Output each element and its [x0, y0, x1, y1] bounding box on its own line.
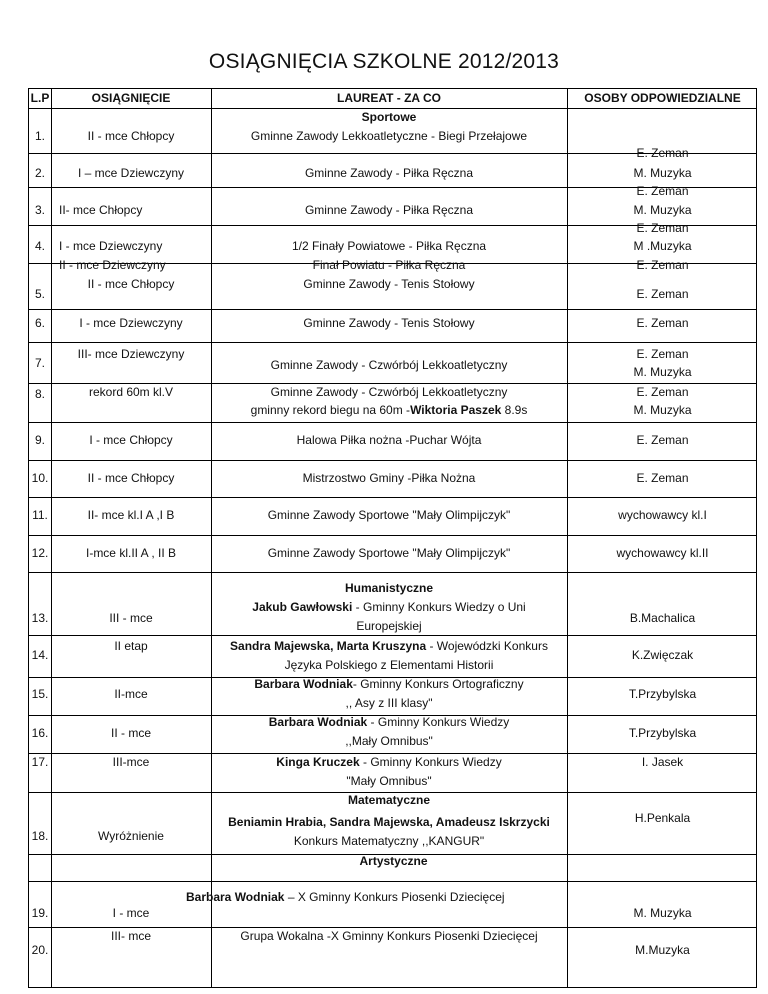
row-6-osoby: E. Zeman [636, 316, 689, 330]
row-divider [29, 881, 756, 882]
row-9-osiagniecie: I - mce Chłopcy [89, 433, 173, 447]
row-3-laureat: Gminne Zawody - Piłka Ręczna [304, 203, 474, 217]
row-11-osiagniecie: II- mce kl.I A ,I B [87, 508, 175, 522]
row-15-laureat-desc: - Gminny Konkurs Ortograficzny [352, 677, 524, 691]
row-7-laureat: Gminne Zawody - Czwórbój Lekkoatletyczny [270, 358, 508, 372]
row-19-osiagniecie: I - mce [112, 906, 150, 920]
row-14-laureat-name: Sandra Majewska, Marta Kruszyna [230, 639, 427, 653]
row-20-osiagniecie: III- mce [110, 929, 151, 943]
row-9-osoby: E. Zeman [636, 433, 689, 447]
row-4-osiagniecie-2: II - mce Dziewczyny [59, 258, 166, 272]
row-1-osiagniecie: II - mce Chłopcy [87, 129, 175, 143]
row-2-osiagniecie: I – mce Dziewczyny [77, 166, 185, 180]
row-8-laureat-2 [211, 401, 567, 420]
row-divider [29, 309, 756, 310]
row-12-osiagniecie: I-mce kl.II A , II B [85, 546, 177, 560]
row-17-laureat-1 [211, 753, 567, 772]
row-10-laureat: Mistrzostwo Gminy -Piłka Nożna [302, 471, 476, 485]
row-15-osoby: T.Przybylska [628, 687, 697, 701]
row-7-lp: 7. [34, 356, 45, 370]
header-laureat: LAUREAT - ZA CO [337, 91, 441, 105]
row-9-laureat: Halowa Piłka nożna -Puchar Wójta [296, 433, 482, 447]
row-8-laureat-1: Gminne Zawody - Czwórbój Lekkoatletyczny [270, 385, 508, 399]
row-15-laureat-name: Barbara Wodniak [254, 677, 353, 691]
row-20-osoby: M.Muzyka [635, 943, 690, 957]
row-8-osoby-1: E. Zeman [636, 385, 689, 399]
row-7-osoby-2: M. Muzyka [633, 365, 692, 379]
row-15-laureat-1 [211, 675, 567, 694]
header-osoby: OSOBY ODPOWIEDZIALNE [584, 91, 741, 105]
row-16-laureat-2: ,,Mały Omnibus" [345, 734, 433, 748]
row-13-osiagniecie: III - mce [109, 611, 153, 625]
row-8-osoby-2: M. Muzyka [633, 403, 692, 417]
row-13-laureat-name: Jakub Gawłowski [252, 600, 353, 614]
row-12-lp: 12. [31, 546, 49, 560]
row-13-osoby: B.Machalica [629, 611, 696, 625]
row-13-laureat-desc: - Gminny Konkurs Wiedzy o Uni [352, 600, 526, 614]
row-8-laureat-2-name: Wiktoria Paszek [410, 403, 502, 417]
row-20-lp: 20. [31, 943, 49, 957]
row-18-osoby: H.Penkala [634, 811, 691, 825]
row-13-laureat-2: Europejskiej [356, 619, 422, 633]
row-5-laureat: Gminne Zawody - Tenis Stołowy [303, 277, 475, 291]
row-16-osiagniecie: II - mce [110, 726, 151, 740]
row-14-lp: 14. [31, 648, 49, 662]
row-7-osoby-1: E. Zeman [636, 347, 689, 361]
row-18-osiagniecie: Wyróżnienie [98, 829, 164, 843]
row-divider [29, 497, 756, 498]
page-title: OSIĄGNIĘCIA SZKOLNE 2012/2013 [208, 50, 560, 73]
row-6-osiagniecie: I - mce Dziewczyny [79, 316, 183, 330]
row-13-lp: 13. [31, 611, 49, 625]
row-1-osoby: E. Zeman [636, 146, 689, 160]
row-3-osiagniecie: II- mce Chłopcy [59, 203, 143, 217]
row-17-laureat-name: Kinga Kruczek [276, 755, 360, 769]
row-19-osoby: M. Muzyka [633, 906, 692, 920]
row-16-laureat-1 [211, 713, 567, 732]
row-10-osiagniecie: II - mce Chłopcy [87, 471, 175, 485]
row-16-laureat-name: Barbara Wodniak [268, 715, 368, 729]
row-divider [29, 572, 756, 573]
row-4-lp: 4. [34, 239, 45, 253]
row-4-laureat-1: 1/2 Finały Powiatowe - Piłka Ręczna [291, 239, 487, 253]
row-17-laureat-2: "Mały Omnibus" [346, 774, 432, 788]
row-5-osiagniecie: II - mce Chłopcy [87, 277, 175, 291]
row-2-osoby-1: M. Muzyka [633, 166, 692, 180]
row-14-osoby: K.Zwięczak [631, 648, 694, 662]
row-14-laureat-desc: - Wojewódzki Konkurs [426, 639, 548, 653]
row-divider [29, 460, 756, 461]
row-20-laureat: Grupa Wokalna -X Gminny Konkurs Piosenki Dziecięcej [240, 929, 538, 943]
row-6-laureat: Gminne Zawody - Tenis Stołowy [303, 316, 475, 330]
row-10-lp: 10. [31, 471, 49, 485]
row-1-lp: 1. [34, 129, 45, 143]
achievements-table [28, 88, 757, 988]
row-4-laureat-2: Finał Powiatu - Piłka Ręczna [312, 258, 466, 272]
row-17-osoby: I. Jasek [641, 755, 684, 769]
row-8-laureat-2-post: 8.9s [501, 403, 528, 417]
row-16-laureat-desc: - Gminny Konkurs Wiedzy [367, 715, 510, 729]
row-14-laureat-1 [211, 637, 567, 656]
row-1-laureat: Gminne Zawody Lekkoatletyczne - Biegi Przełajowe [250, 129, 528, 143]
row-8-osiagniecie: rekord 60m kl.V [88, 385, 174, 399]
row-8-lp: 8. [34, 387, 45, 401]
row-4-osoby-2: E. Zeman [636, 258, 689, 272]
section-artystyczne: Artystyczne [359, 854, 428, 868]
row-2-laureat: Gminne Zawody - Piłka Ręczna [304, 166, 474, 180]
row-5-lp: 5. [34, 287, 45, 301]
row-12-laureat: Gminne Zawody Sportowe "Mały Olimpijczyk" [267, 546, 511, 560]
row-17-lp: 17. [31, 755, 49, 769]
row-18-laureat-2: Konkurs Matematyczny ,,KANGUR" [293, 834, 485, 848]
row-13-laureat-1 [211, 598, 567, 617]
section-matematyczne: Matematyczne [347, 793, 431, 807]
row-3-osoby-1: M. Muzyka [633, 203, 692, 217]
row-14-osiagniecie: II etap [114, 639, 148, 653]
row-8-laureat-2-pre: gminny rekord biegu na 60m - [250, 403, 411, 417]
section-humanistyczne: Humanistyczne [344, 581, 434, 595]
row-19-laureat-desc: – X Gminny Konkurs Piosenki Dziecięcej [284, 890, 505, 904]
header-osiagniecie: OSIĄGNIĘCIE [91, 91, 171, 105]
row-4-osoby-1: M .Muzyka [633, 239, 692, 253]
row-3-osoby-2: E. Zeman [636, 221, 689, 235]
row-6-lp: 6. [34, 316, 45, 330]
row-11-laureat: Gminne Zawody Sportowe "Mały Olimpijczyk" [267, 508, 511, 522]
row-11-lp: 11. [32, 508, 48, 522]
row-19-lp: 19. [31, 906, 49, 920]
row-4-osiagniecie-1: I - mce Dziewczyny [59, 239, 163, 253]
row-15-laureat-2: ,, Asy z III klasy" [345, 696, 433, 710]
row-3-lp: 3. [34, 203, 45, 217]
row-19-laureat [186, 888, 505, 907]
row-10-osoby: E. Zeman [636, 471, 689, 485]
row-5-osoby: E. Zeman [636, 287, 689, 301]
row-16-lp: 16. [31, 726, 49, 740]
section-sportowe: Sportowe [361, 110, 417, 124]
row-11-osoby: wychowawcy kl.I [618, 508, 707, 522]
row-15-osiagniecie: II-mce [114, 687, 148, 701]
row-divider [29, 535, 756, 536]
header-lp: L.P [30, 91, 50, 105]
row-9-lp: 9. [34, 433, 45, 447]
row-18-laureat-1: Beniamin Hrabia, Sandra Majewska, Amadeusz Iskrzycki [228, 815, 550, 829]
row-18-lp: 18. [31, 829, 49, 843]
row-15-lp: 15. [31, 687, 49, 701]
row-divider [29, 422, 756, 423]
row-2-osoby-2: E. Zeman [636, 184, 689, 198]
row-14-laureat-2: Języka Polskiego z Elementami Historii [284, 658, 494, 672]
row-7-osiagniecie: III- mce Dziewczyny [77, 347, 185, 361]
row-17-osiagniecie: III-mce [112, 755, 150, 769]
row-16-osoby: T.Przybylska [628, 726, 697, 740]
row-19-laureat-name: Barbara Wodniak [186, 890, 285, 904]
row-17-laureat-desc: - Gminny Konkurs Wiedzy [359, 755, 502, 769]
row-2-lp: 2. [34, 166, 45, 180]
row-12-osoby: wychowawcy kl.II [616, 546, 709, 560]
row-divider [29, 342, 756, 343]
